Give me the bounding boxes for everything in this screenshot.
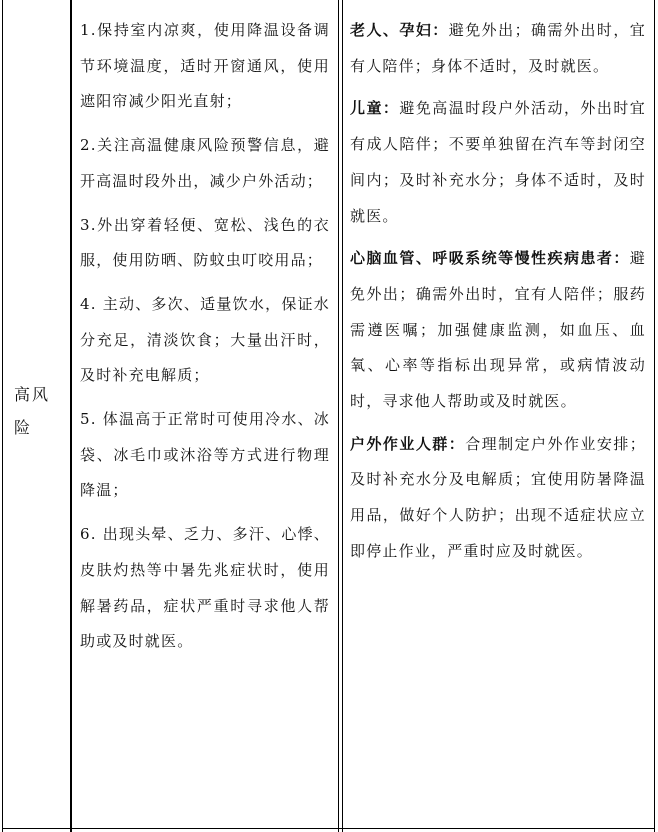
protective-measures-cell	[80, 13, 330, 668]
measure-item-5: 5. 体温高于正常时可使用冷水、冰袋、冰毛巾或沐浴等方式进行物理降温；	[80, 410, 330, 500]
group-name: 老人、孕妇：	[350, 21, 449, 39]
measure-item-2: 2.关注高温健康风险预警信息，避开高温时段外出，减少户外活动；	[80, 136, 330, 190]
group-children	[350, 91, 646, 234]
group-elderly-pregnant	[350, 13, 646, 84]
group-chronic-disease	[350, 241, 646, 420]
row-divider-bottom	[2, 828, 655, 829]
measure-item-1: 1.保持室内凉爽，使用降温设备调节环境温度，适时开窗通风，使用遮阳帘减少阳光直射；	[80, 21, 330, 111]
risk-level-cell: 高风险	[14, 385, 51, 437]
measure-item-4: 4. 主动、多次、适量饮水，保证水分充足，清淡饮食；大量出汗时，及时补充电解质；	[80, 294, 330, 385]
vulnerable-groups-cell	[350, 13, 646, 577]
group-outdoor-workers	[350, 427, 646, 570]
group-advice: 合理制定户外作业安排；及时补充水分及电解质；宜使用防暑降温用品，做好个人防护；出现不适症状应立即停止作业，严重时应及时就医。	[350, 434, 647, 560]
column-divider-2b	[342, 0, 343, 832]
group-name: 心脑血管、呼吸系统等慢性疾病患者：	[350, 249, 630, 268]
measure-item-6: 6. 出现头晕、乏力、多汗、心悸、皮肤灼热等中暑先兆症状时，使用解暑药品，症状严重时寻求他人帮助或及时就医。	[80, 525, 330, 651]
group-advice: 避免外出；确需外出时，宜有人陪伴；身体不适时，及时就医。	[350, 21, 647, 75]
table-border-left	[2, 0, 3, 832]
group-name: 户外作业人群：	[350, 434, 466, 453]
table-border-right	[654, 0, 655, 832]
measure-item-3: 3.外出穿着轻便、宽松、浅色的衣服，使用防晒、防蚊虫叮咬用品；	[80, 215, 330, 270]
group-advice: 避免外出；确需外出时，宜有人陪伴；服药需遵医嘱；加强健康监测，如血压、血氧、心率等指标出现异常，或病情波动时，寻求他人帮助或及时就医。	[350, 249, 646, 411]
column-divider-1	[70, 0, 72, 832]
group-advice: 避免高温时段户外活动，外出时宜有成人陪伴；不要单独留在汽车等封闭空间内；及时补充水分；身体不适时，及时就医。	[350, 99, 646, 225]
column-divider-2a	[338, 0, 339, 832]
group-name: 儿童：	[350, 99, 400, 118]
